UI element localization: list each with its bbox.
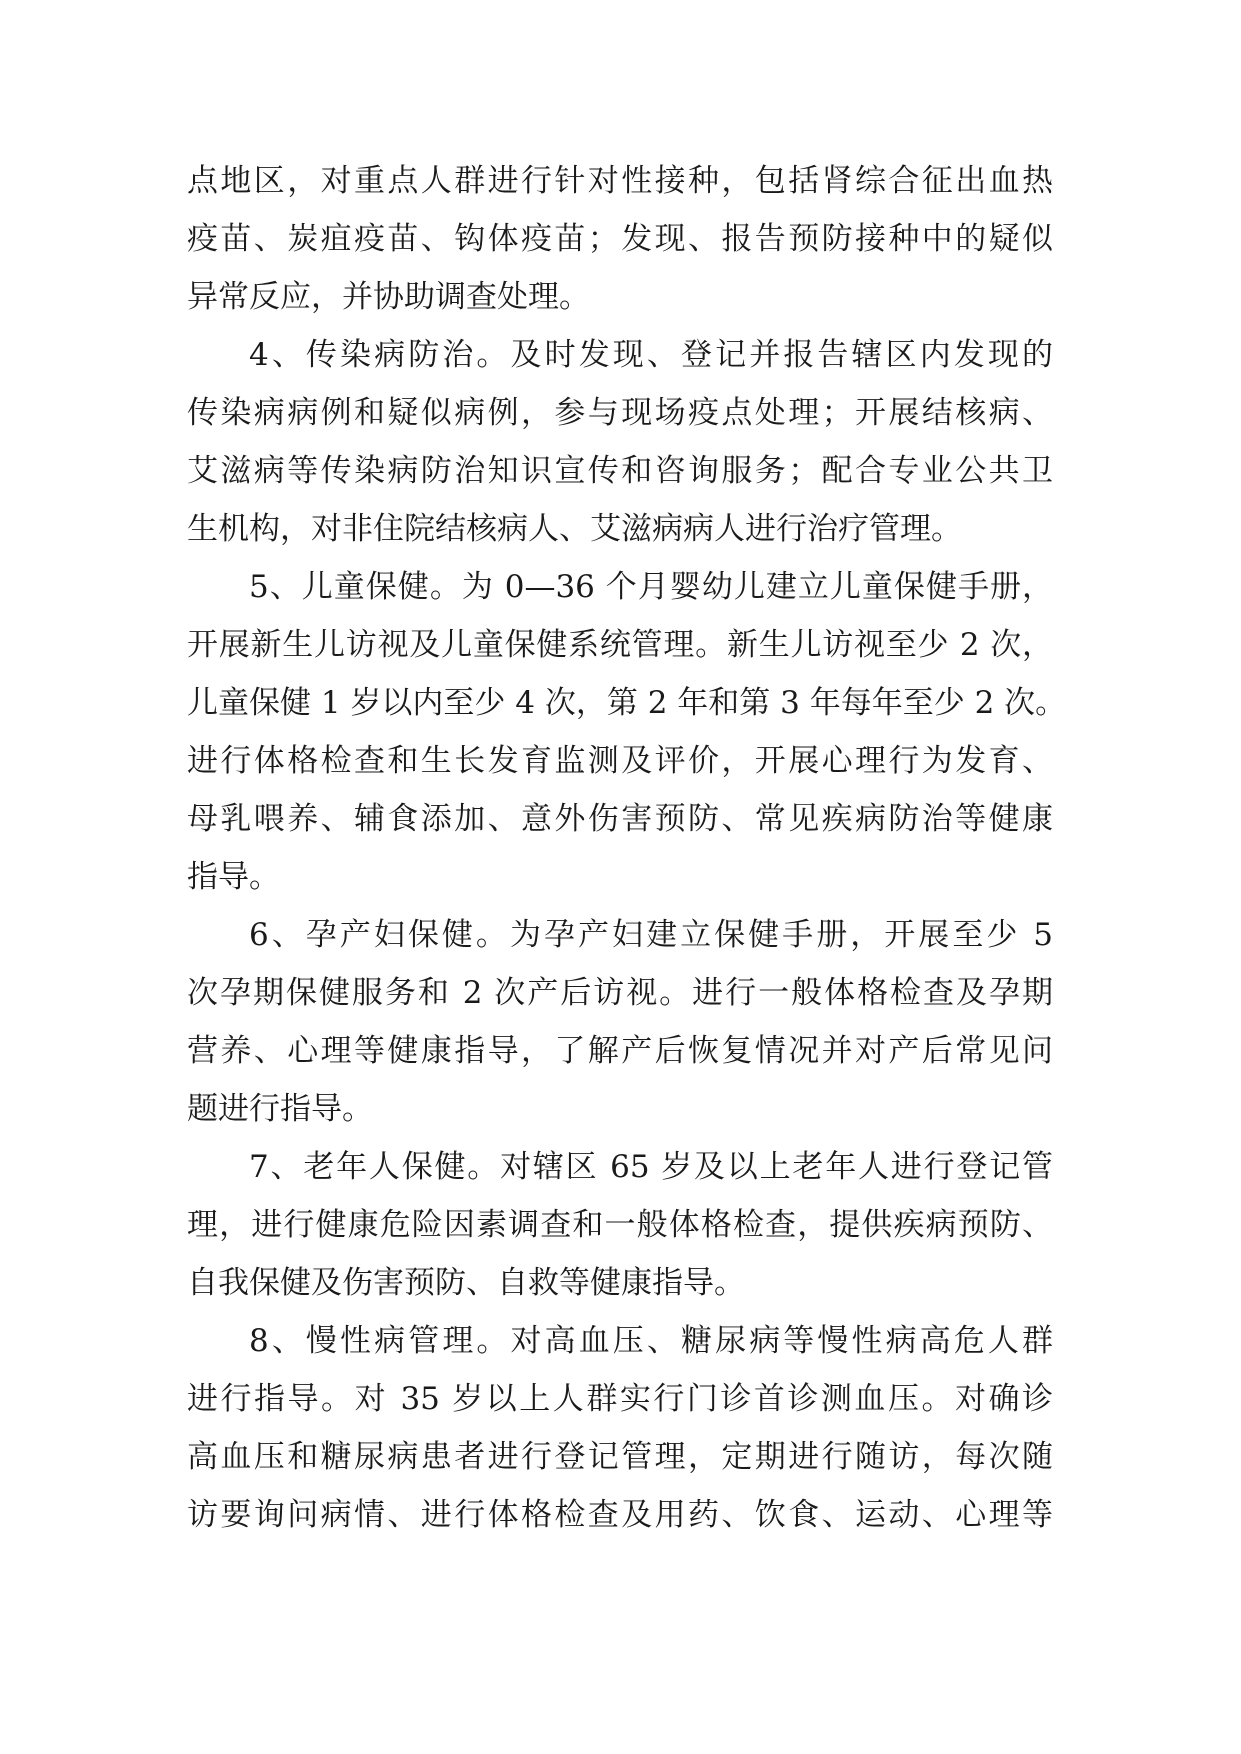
text-line: 指导。 — [187, 859, 280, 895]
text-line: 母乳喂养、辅食添加、意外伤害预防、常见疾病防治等健康 — [187, 801, 1053, 837]
text-line: 艾滋病等传染病防治知识宣传和咨询服务；配合专业公共卫 — [187, 453, 1053, 489]
text-line: 生机构，对非住院结核病人、艾滋病病人进行治疗管理。 — [187, 511, 962, 547]
text-line: 传染病病例和疑似病例，参与现场疫点处理；开展结核病、 — [187, 395, 1053, 431]
text-line: 高血压和糖尿病患者进行登记管理，定期进行随访，每次随 — [187, 1439, 1053, 1475]
text-line: 题进行指导。 — [187, 1091, 373, 1127]
paragraph-7-start: 7、老年人保健。对辖区 65 岁及以上老年人进行登记管 — [249, 1149, 1053, 1185]
text-line: 异常反应，并协助调查处理。 — [187, 279, 590, 315]
paragraph-8-start: 8、慢性病管理。对高血压、糖尿病等慢性病高危人群 — [249, 1323, 1053, 1359]
text-line: 自我保健及伤害预防、自救等健康指导。 — [187, 1265, 745, 1301]
paragraph-6-start: 6、孕产妇保健。为孕产妇建立保健手册，开展至少 5 — [249, 917, 1053, 953]
text-line: 疫苗、炭疽疫苗、钩体疫苗；发现、报告预防接种中的疑似 — [187, 221, 1053, 257]
paragraph-5-start: 5、儿童保健。为 0—36 个月婴幼儿建立儿童保健手册， — [249, 569, 1053, 605]
text-line: 理，进行健康危险因素调查和一般体格检查，提供疾病预防、 — [187, 1207, 1053, 1243]
document-body — [187, 152, 1067, 1544]
paragraph-4-start: 4、传染病防治。及时发现、登记并报告辖区内发现的 — [249, 337, 1053, 373]
text-line: 营养、心理等健康指导，了解产后恢复情况并对产后常见问 — [187, 1033, 1053, 1069]
text-line: 开展新生儿访视及儿童保健系统管理。新生儿访视至少 2 次， — [187, 627, 1053, 663]
text-line: 次孕期保健服务和 2 次产后访视。进行一般体格检查及孕期 — [187, 975, 1053, 1011]
text-line: 点地区，对重点人群进行针对性接种，包括肾综合征出血热 — [187, 163, 1053, 199]
text-line: 进行指导。对 35 岁以上人群实行门诊首诊测血压。对确诊 — [187, 1381, 1053, 1417]
text-line: 访要询问病情、进行体格检查及用药、饮食、运动、心理等 — [187, 1497, 1053, 1533]
text-line: 儿童保健 1 岁以内至少 4 次，第 2 年和第 3 年每年至少 2 次。 — [187, 685, 1067, 721]
text-line: 进行体格检查和生长发育监测及评价，开展心理行为发育、 — [187, 743, 1053, 779]
